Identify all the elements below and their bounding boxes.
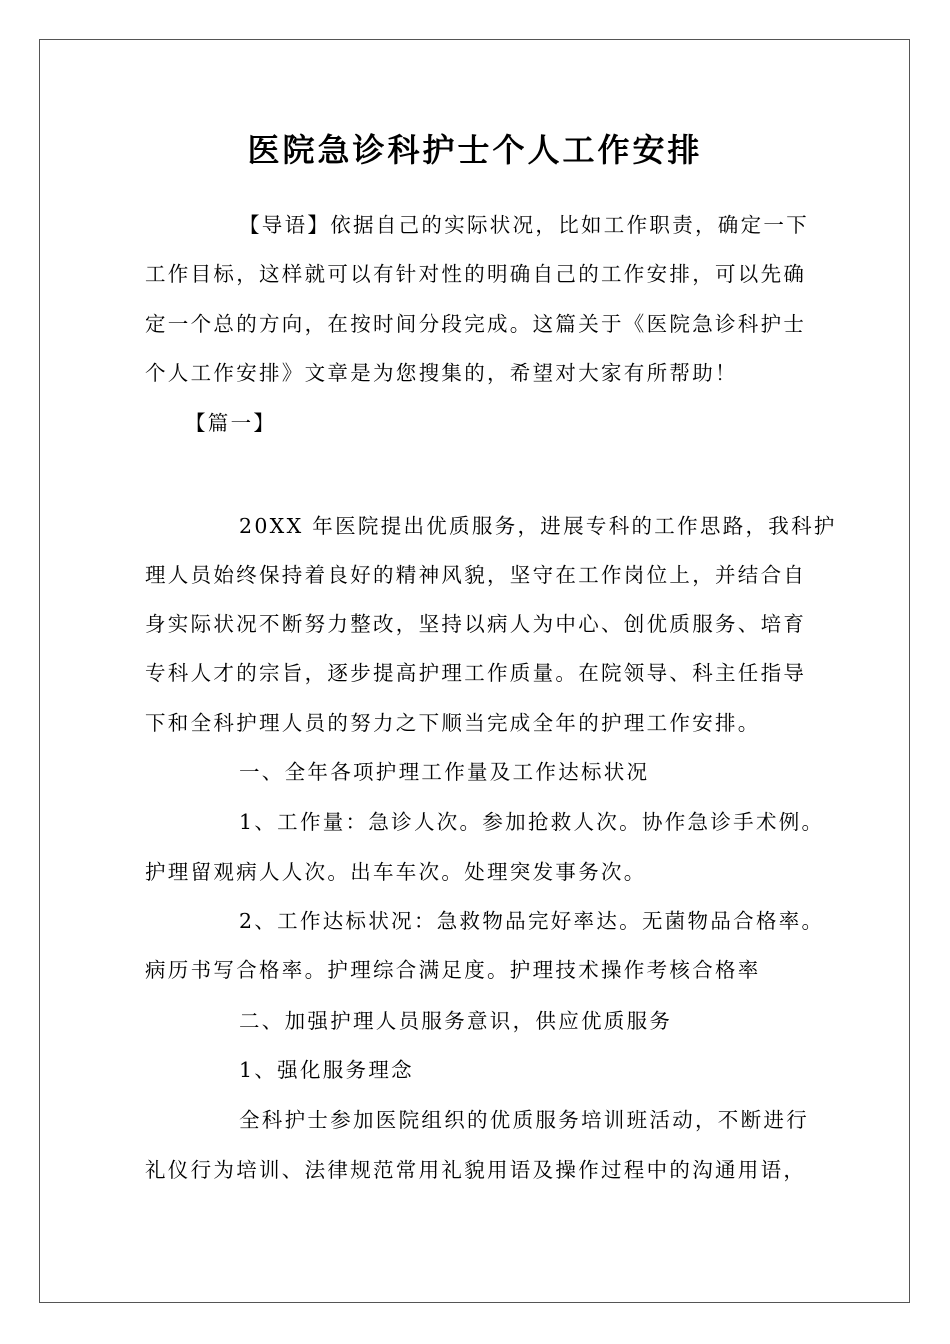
heading-section-2: 二、加强护理人员服务意识，供应优质服务 [239,1009,673,1033]
paragraph-1-line-5: 下和全科护理人员的努力之下顺当完成全年的护理工作安排。 [145,711,761,735]
heading-section-1: 一、全年各项护理工作量及工作达标状况 [239,760,650,784]
paragraph-1-line-2: 理人员始终保持着良好的精神风貌，坚守在工作岗位上，并结合自 [145,563,807,587]
workload-line-1: 1、工作量：急诊人次。参加抢救人次。协作急诊手术例。 [239,810,825,834]
paragraph-1-line-4: 专科人才的宗旨，逐步提高护理工作质量。在院领导、科主任指导 [145,661,807,685]
standards-line-2: 病历书写合格率。护理综合满足度。护理技术操作考核合格率 [145,958,761,982]
intro-line-2: 工作目标，这样就可以有针对性的明确自己的工作安排，可以先确 [145,262,807,286]
paragraph-1-line-3: 身实际状况不断努力整改，坚持以病人为中心、创优质服务、培育 [145,612,807,636]
document-title: 医院急诊科护士个人工作安排 [247,131,703,169]
paragraph-2-line-2: 礼仪行为培训、法律规范常用礼貌用语及操作过程中的沟通用语， [145,1158,807,1182]
subheading-service-concept: 1、强化服务理念 [239,1058,414,1082]
paragraph-2-line-1: 全科护士参加医院组织的优质服务培训班活动，不断进行 [239,1108,809,1132]
intro-line-3: 定一个总的方向，在按时间分段完成。这篇关于《医院急诊科护士 [145,312,807,336]
workload-line-2: 护理留观病人人次。出车车次。处理突发事务次。 [145,860,647,884]
paragraph-1-line-1: 20XX 年医院提出优质服务，进展专科的工作思路，我科护 [239,514,837,538]
standards-line-1: 2、工作达标状况：急救物品完好率达。无菌物品合格率。 [239,909,825,933]
section-heading-part-one: 【篇一】 [185,411,277,435]
intro-line-1: 【导语】依据自己的实际状况，比如工作职责，确定一下 [239,213,809,237]
intro-line-4: 个人工作安排》文章是为您搜集的，希望对大家有所帮助！ [145,361,738,385]
